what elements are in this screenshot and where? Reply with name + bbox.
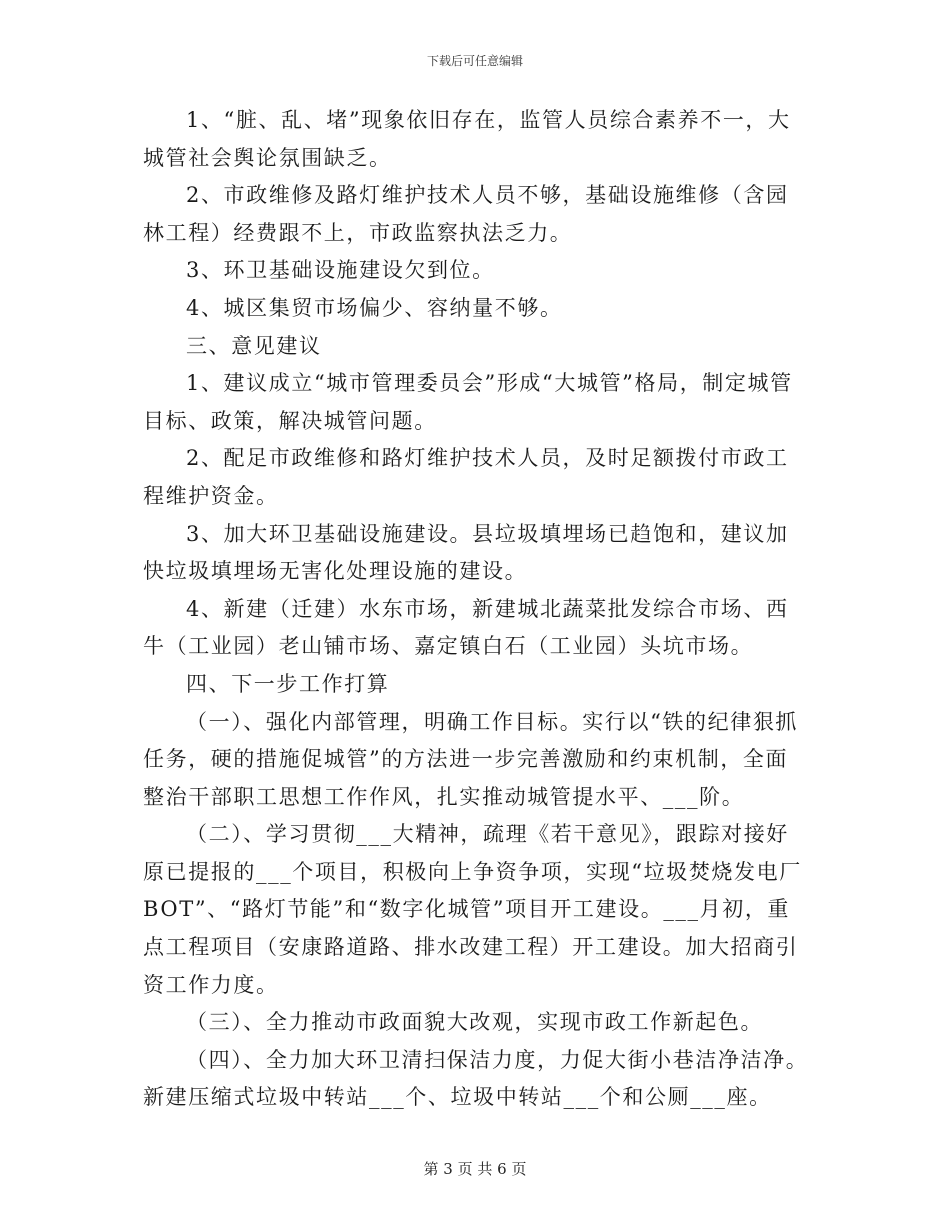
paragraph: 1、“脏、乱、堵”现象依旧存在，监管人员综合素养不一，大城管社会舆论氛围缺乏。 [143, 108, 791, 170]
paragraph: 1、建议成立“城市管理委员会”形成“大城管”格局，制定城管目标、政策，解决城管问题。 [143, 371, 793, 433]
paragraph: 4、城区集贸市场偏少、容纳量不够。 [186, 295, 563, 320]
paragraph: 4、新建（迁建）水东市场，新建城北蔬菜批发综合市场、西牛（工业园）老山铺市场、嘉定镇白石（工业园）头坑市场。 [143, 596, 789, 659]
paragraph: （四）、全力加大环卫清扫保洁力度，力促大街小巷洁净洁净。新建压缩式垃圾中转站___个、垃圾中转站___个和公厕___座。 [143, 1047, 809, 1110]
paragraph: （三）、全力推动市政面貌大改观，实现市政工作新起色。 [186, 1010, 764, 1035]
page-header: 下载后可任意编辑 [426, 54, 523, 68]
document-body [143, 102, 809, 1117]
paragraph: 3、加大环卫基础设施建设。县垃圾填埋场已趋饱和，建议加快垃圾填埋场无害化处理设施的建设。 [143, 521, 789, 584]
paragraph: 3、环卫基础设施建设欠到位。 [186, 258, 495, 283]
paragraph: （二）、学习贯彻___大精神，疏理《若干意见》，跟踪对接好原已提报的___个项目，积极向上争资争项，实现“垃圾焚烧发电厂BOT”、“路灯节能”和“数字化城管”项目开工建设。___月初，重点工程项目（安康路道路、排水改建工程）开工建设。加大招商引资工作力度。 [143, 822, 802, 997]
section-heading: 四、下一步工作打算 [186, 671, 390, 696]
page-footer: 第 3 页 共 6 页 [423, 1160, 527, 1178]
paragraph: 2、市政维修及路灯维护技术人员不够，基础设施维修（含园林工程）经费跟不上，市政监察执法乏力。 [143, 183, 789, 245]
paragraph: （一）、强化内部管理，明确工作目标。实行以“铁的纪律狠抓任务，硬的措施促城管”的方法进一步完善激励和约束机制，全面整治干部职工思想工作作风，扎实推动城管提水平、___阶。 [143, 709, 799, 809]
section-heading: 三、意见建议 [186, 333, 322, 358]
paragraph: 2、配足市政维修和路灯维护技术人员，及时足额拨付市政工程维护资金。 [143, 446, 789, 508]
